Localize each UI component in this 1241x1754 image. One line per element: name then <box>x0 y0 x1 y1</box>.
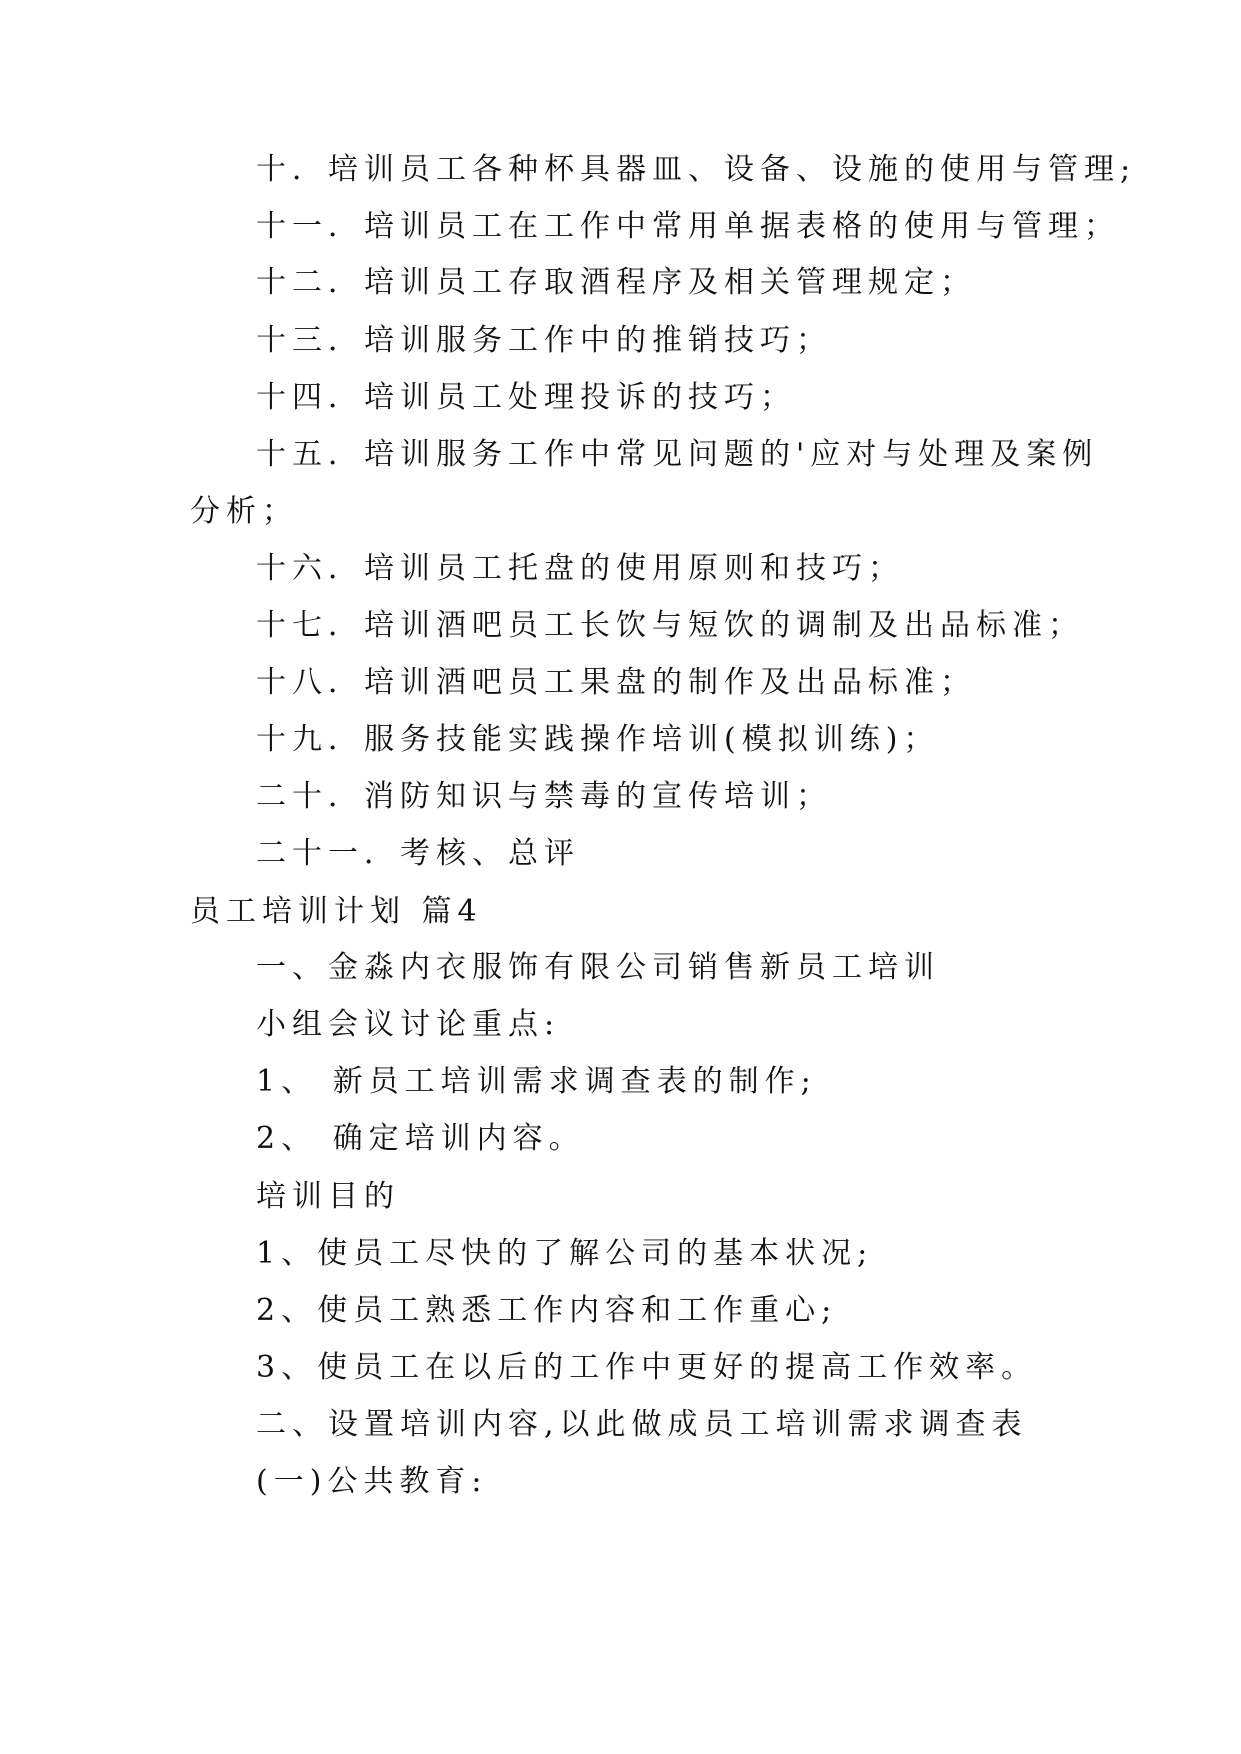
text-line: 1、 新员工培训需求调查表的制作; <box>256 1064 817 1099</box>
text-line: 1、使员工尽快的了解公司的基本状况; <box>256 1236 874 1271</box>
text-line: 二、设置培训内容,以此做成员工培训需求调查表 <box>256 1407 1028 1442</box>
text-line: 2、 确定培训内容。 <box>256 1121 585 1156</box>
text-line: 十三．培训服务工作中的推销技巧； <box>256 323 832 358</box>
text-line: 十四．培训员工处理投诉的技巧； <box>256 380 796 415</box>
text-line: 二十一．考核、总评 <box>256 836 580 871</box>
text-line: 小组会议讨论重点: <box>256 1007 561 1042</box>
text-line: 培训目的 <box>256 1179 400 1214</box>
text-line: 一、金淼内衣服饰有限公司销售新员工培训 <box>256 950 940 985</box>
text-line: 2、使员工熟悉工作内容和工作重心; <box>256 1293 838 1328</box>
text-line: 十九．服务技能实践操作培训(模拟训练)； <box>256 722 940 757</box>
text-line: 十．培训员工各种杯具器皿、设备、设施的使用与管理; <box>256 152 1137 187</box>
text-line: 十二．培训员工存取酒程序及相关管理规定； <box>256 265 976 300</box>
section-heading: 员工培训计划 篇4 <box>190 894 483 929</box>
text-line: 二十．消防知识与禁毒的宣传培训； <box>256 779 832 814</box>
text-line: 十五．培训服务工作中常见问题的'应对与处理及案例 <box>256 437 1099 472</box>
text-line: 十一．培训员工在工作中常用单据表格的使用与管理； <box>256 209 1120 244</box>
text-line: 十八．培训酒吧员工果盘的制作及出品标准； <box>256 665 976 700</box>
text-line: 十六．培训员工托盘的使用原则和技巧； <box>256 551 904 586</box>
text-line: 3、使员工在以后的工作中更好的提高工作效率。 <box>256 1350 1038 1385</box>
text-line: 十七．培训酒吧员工长饮与短饮的调制及出品标准； <box>256 608 1084 643</box>
text-line: (一)公共教育: <box>256 1464 488 1499</box>
text-line: 分析； <box>190 494 298 529</box>
